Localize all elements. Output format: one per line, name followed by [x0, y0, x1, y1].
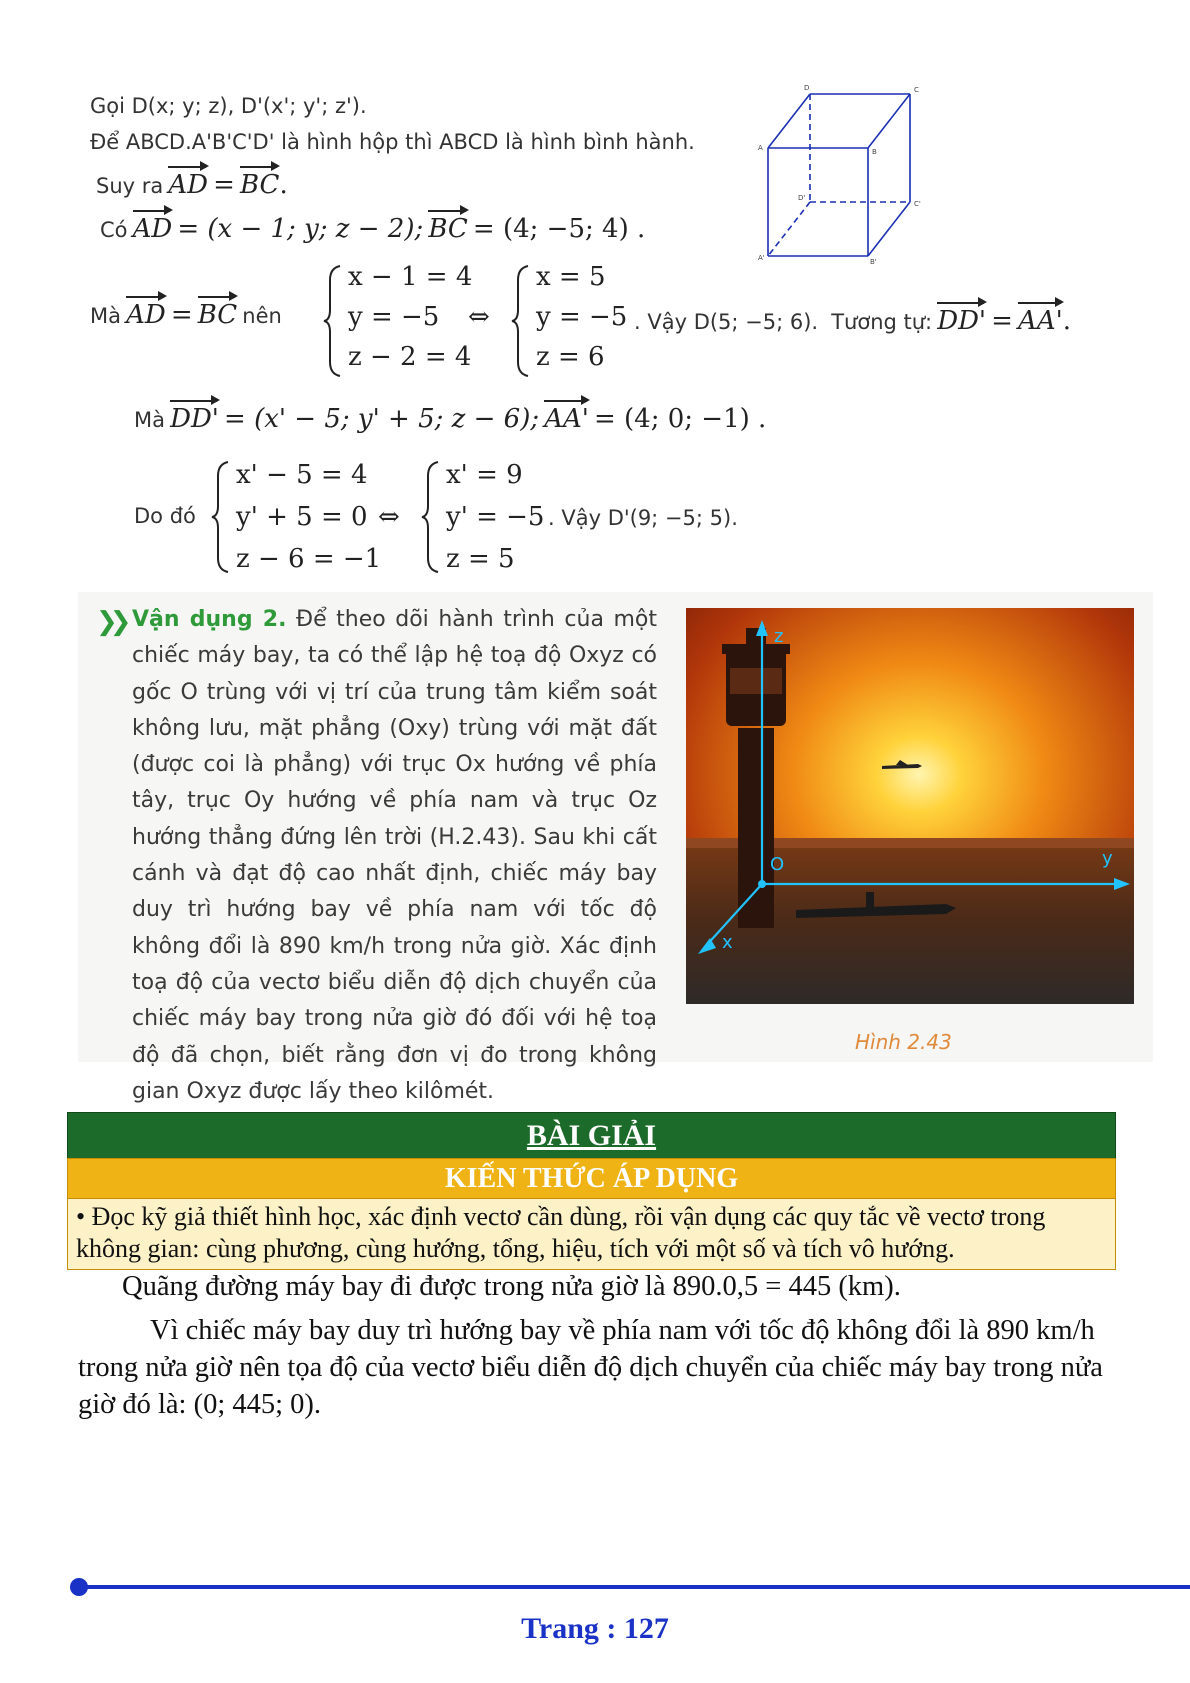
- system-1-sol-1: x = 5: [536, 262, 606, 292]
- vector-dd-prime: DD': [937, 306, 987, 336]
- ad-coordinates: = (x − 1; y; z − 2);: [177, 214, 424, 244]
- equals-sign: =: [213, 170, 235, 200]
- suy-ra-label: Suy ra: [96, 174, 164, 198]
- system-1-sol-3: z = 6: [536, 342, 605, 372]
- proof-line-3: Suy ra AD = BC.: [96, 170, 288, 200]
- system-2-eq-1: x' − 5 = 4: [236, 460, 368, 490]
- apply-problem-text: [96, 602, 658, 1110]
- applied-knowledge-title: KIẾN THỨC ÁP DỤNG: [67, 1158, 1116, 1200]
- figure-caption: Hình 2.43: [855, 1030, 952, 1054]
- vector-ad: AD: [132, 214, 173, 244]
- cube-label-b: B: [872, 148, 877, 156]
- do-do-label: Do đó: [134, 504, 196, 528]
- double-chevron-icon: ❯❯: [96, 607, 124, 637]
- system-1-eq-1: x − 1 = 4: [348, 262, 473, 292]
- vector-dd-prime: DD': [170, 404, 219, 434]
- axis-x-label: x: [722, 932, 733, 953]
- cube-label-a-prime: A': [758, 254, 765, 262]
- footer-rule: [78, 1585, 1190, 1589]
- co-label: Có: [100, 218, 128, 242]
- vector-bc: BC: [428, 214, 468, 244]
- left-brace: [322, 264, 342, 378]
- axis-y-label: y: [1102, 848, 1113, 869]
- system-1-sol-2: y = −5: [536, 302, 628, 332]
- nen-label: nên: [242, 304, 282, 328]
- system-2-sol-2: y' = −5: [446, 502, 545, 532]
- equals-sign: =: [991, 306, 1013, 336]
- vector-ad: AD: [126, 300, 166, 330]
- proof-line-dd: [134, 404, 766, 434]
- system-1-tail: . Vậy D(5; −5; 6). Tương tự: DD' = AA'.: [634, 306, 1072, 336]
- vector-aa-prime: AA': [544, 404, 589, 434]
- system-2-eq-3: z − 6 = −1: [236, 544, 382, 574]
- cube-label-d: D: [804, 84, 810, 92]
- system-2-sol-1: x' = 9: [446, 460, 523, 490]
- aa-coordinates: = (4; 0; −1) .: [593, 404, 767, 434]
- bc-coordinates: = (4; −5; 4) .: [472, 214, 646, 244]
- proof-line-1: Gọi D(x; y; z), D'(x'; y'; z').: [90, 94, 367, 118]
- applied-knowledge-note: • Đọc kỹ giả thiết hình học, xác định vectơ cần dùng, rồi vận dụng các quy tắc về vectơ trong không gian: cùng phương, cùng hướng, tổng, hiệu, tích với một số và tích vô hướng.: [67, 1198, 1116, 1270]
- parallelepiped-diagram: [756, 84, 936, 264]
- cube-label-b-prime: B': [870, 258, 877, 264]
- system-2-eq-2: y' + 5 = 0: [236, 502, 368, 532]
- apply-label: Vận dụng 2.: [132, 607, 287, 632]
- solution-paragraph-1: Quãng đường máy bay đi được trong nửa giờ là 890.0,5 = 445 (km).: [122, 1271, 901, 1302]
- airport-sunset-photo: [686, 608, 1134, 1004]
- system-2-sol-3: z = 5: [446, 544, 515, 574]
- system-1-eq-3: z − 2 = 4: [348, 342, 472, 372]
- left-brace: [210, 460, 230, 574]
- cube-label-d-prime: D': [798, 194, 806, 202]
- cube-label-c: C: [914, 86, 919, 94]
- system-1-lead: [90, 300, 282, 330]
- left-brace: [420, 460, 440, 574]
- dd-coordinates: = (x' − 5; y' + 5; z − 6);: [224, 404, 540, 434]
- axis-z-label: z: [774, 626, 784, 647]
- tuong-tu-label: Tương tự:: [831, 310, 933, 334]
- proof-line-2: Để ABCD.A'B'C'D' là hình hộp thì ABCD là hình bình hành.: [90, 130, 695, 154]
- vector-bc: BC: [197, 300, 238, 330]
- equivalence-sign: ⇔: [468, 302, 490, 332]
- vector-aa-prime: AA': [1018, 306, 1063, 336]
- cube-label-a: A: [758, 144, 763, 152]
- solution-title: BÀI GIẢI: [67, 1112, 1116, 1160]
- equals-sign: =: [170, 300, 193, 330]
- ma-label: Mà: [90, 304, 121, 328]
- left-brace: [510, 264, 530, 378]
- vay-d-prime-text: . Vậy D'(9; −5; 5).: [548, 506, 738, 530]
- solution-paragraph-2: Vì chiếc máy bay duy trì hướng bay về phía nam với tốc độ không đổi là 890 km/h trong nửa giờ nên tọa độ của vectơ biểu diễn độ dịch chuyển của chiếc máy bay trong nửa giờ đó là: (0; 445; 0).: [78, 1315, 1103, 1420]
- ma-label: Mà: [134, 408, 165, 432]
- vector-ad: AD: [168, 170, 208, 200]
- apply-body: Để theo dõi hành trình của một chiếc máy bay, ta có thể lập hệ toạ độ Oxyz có gốc O trùng với vị trí của trung tâm kiểm soát không lưu, mặt phẳng (Oxy) trùng với mặt đất (được coi là phẳng) với trục Ox hướng về phía tây, trục Oy hướng về phía nam và trục Oz hướng thẳng đứng lên trời (H.2.43). Sau khi cất cánh và đạt độ cao nhất định, chiếc máy bay duy trì hướng bay về phía nam với tốc độ không đổi là 890 km/h trong nửa giờ. Xác định toạ độ của vectơ biểu diễn độ dịch chuyển của chiếc máy bay trong nửa giờ đó đối với hệ toạ độ đã chọn, biết rằng đơn vị đo trong không gian Oxyz được lấy theo kilômét.: [132, 607, 658, 1104]
- cube-label-c-prime: C': [914, 200, 921, 208]
- axis-origin-label: O: [770, 854, 785, 875]
- proof-line-4: [100, 214, 645, 244]
- page-number: Trang : 127: [521, 1612, 669, 1645]
- equivalence-sign: ⇔: [378, 502, 400, 532]
- system-1-eq-2: y = −5: [348, 302, 440, 332]
- vay-d-text: . Vậy D(5; −5; 6).: [634, 310, 819, 334]
- vector-bc: BC: [239, 170, 280, 200]
